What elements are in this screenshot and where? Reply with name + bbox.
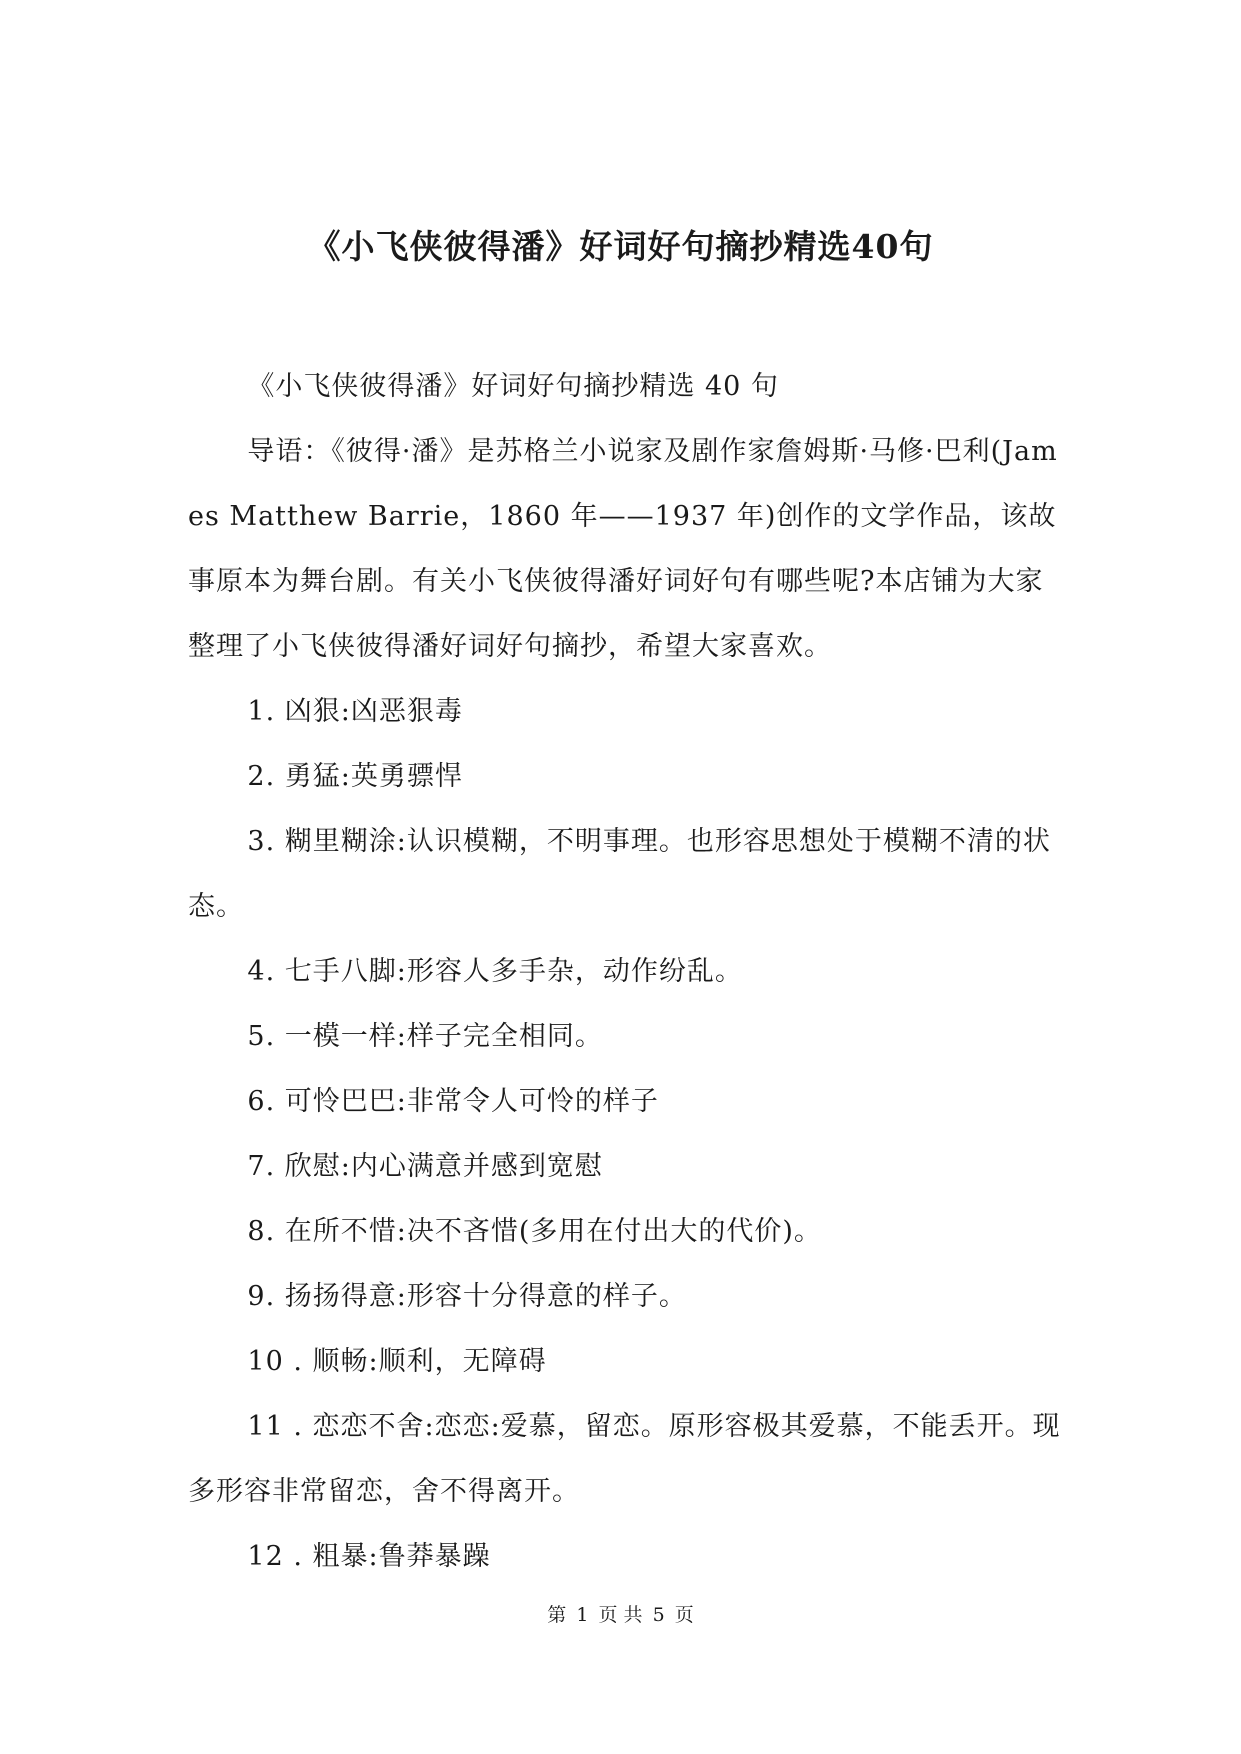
list-item: 3. 糊里糊涂:认识模糊，不明事理。也形容思想处于模糊不清的状态。	[188, 826, 1051, 922]
list-item: 12 . 粗暴:鲁莽暴躁	[247, 1541, 491, 1572]
list-item: 9. 扬扬得意:形容十分得意的样子。	[247, 1281, 687, 1312]
list-item: 4. 七手八脚:形容人多手杂，动作纷乱。	[247, 956, 743, 987]
list-item: 7. 欣慰:内心满意并感到宽慰	[247, 1151, 603, 1182]
body-paragraph-heading: 《小飞侠彼得潘》好词好句摘抄精选 40 句	[247, 371, 779, 402]
list-item: 1. 凶狠:凶恶狠毒	[247, 696, 463, 727]
document-title: 《小飞侠彼得潘》好词好句摘抄精选40句	[307, 227, 934, 266]
current-page-number: 1	[576, 1604, 589, 1626]
list-item: 8. 在所不惜:决不吝惜(多用在付出大的代价)。	[247, 1216, 822, 1247]
list-item: 11 . 恋恋不舍:恋恋:爱慕，留恋。原形容极其爱慕，不能丢开。现多形容非常留恋，舍不得离开。	[188, 1411, 1061, 1507]
list-item: 2. 勇猛:英勇骠悍	[247, 761, 463, 792]
list-item: 5. 一模一样:样子完全相同。	[247, 1021, 603, 1052]
footer-prefix: 第	[547, 1604, 567, 1626]
body-paragraph-intro: 导语：《彼得·潘》是苏格兰小说家及剧作家詹姆斯·马修·巴利(James Matthew Barrie，1860 年——1937 年)创作的文学作品，该故事原本为舞台剧。有关小飞侠彼得潘好词好句有哪些呢?本店铺为大家整理了小飞侠彼得潘好词好句摘抄，希望大家喜欢。	[188, 436, 1058, 662]
footer-middle: 页 共	[598, 1604, 643, 1626]
list-item: 10 . 顺畅:顺利，无障碍	[247, 1346, 547, 1377]
list-item: 6. 可怜巴巴:非常令人可怜的样子	[247, 1086, 659, 1117]
total-pages-number: 5	[652, 1604, 665, 1626]
document-body	[188, 354, 1068, 1589]
page-footer	[0, 1603, 1241, 1627]
footer-suffix: 页	[674, 1604, 694, 1626]
